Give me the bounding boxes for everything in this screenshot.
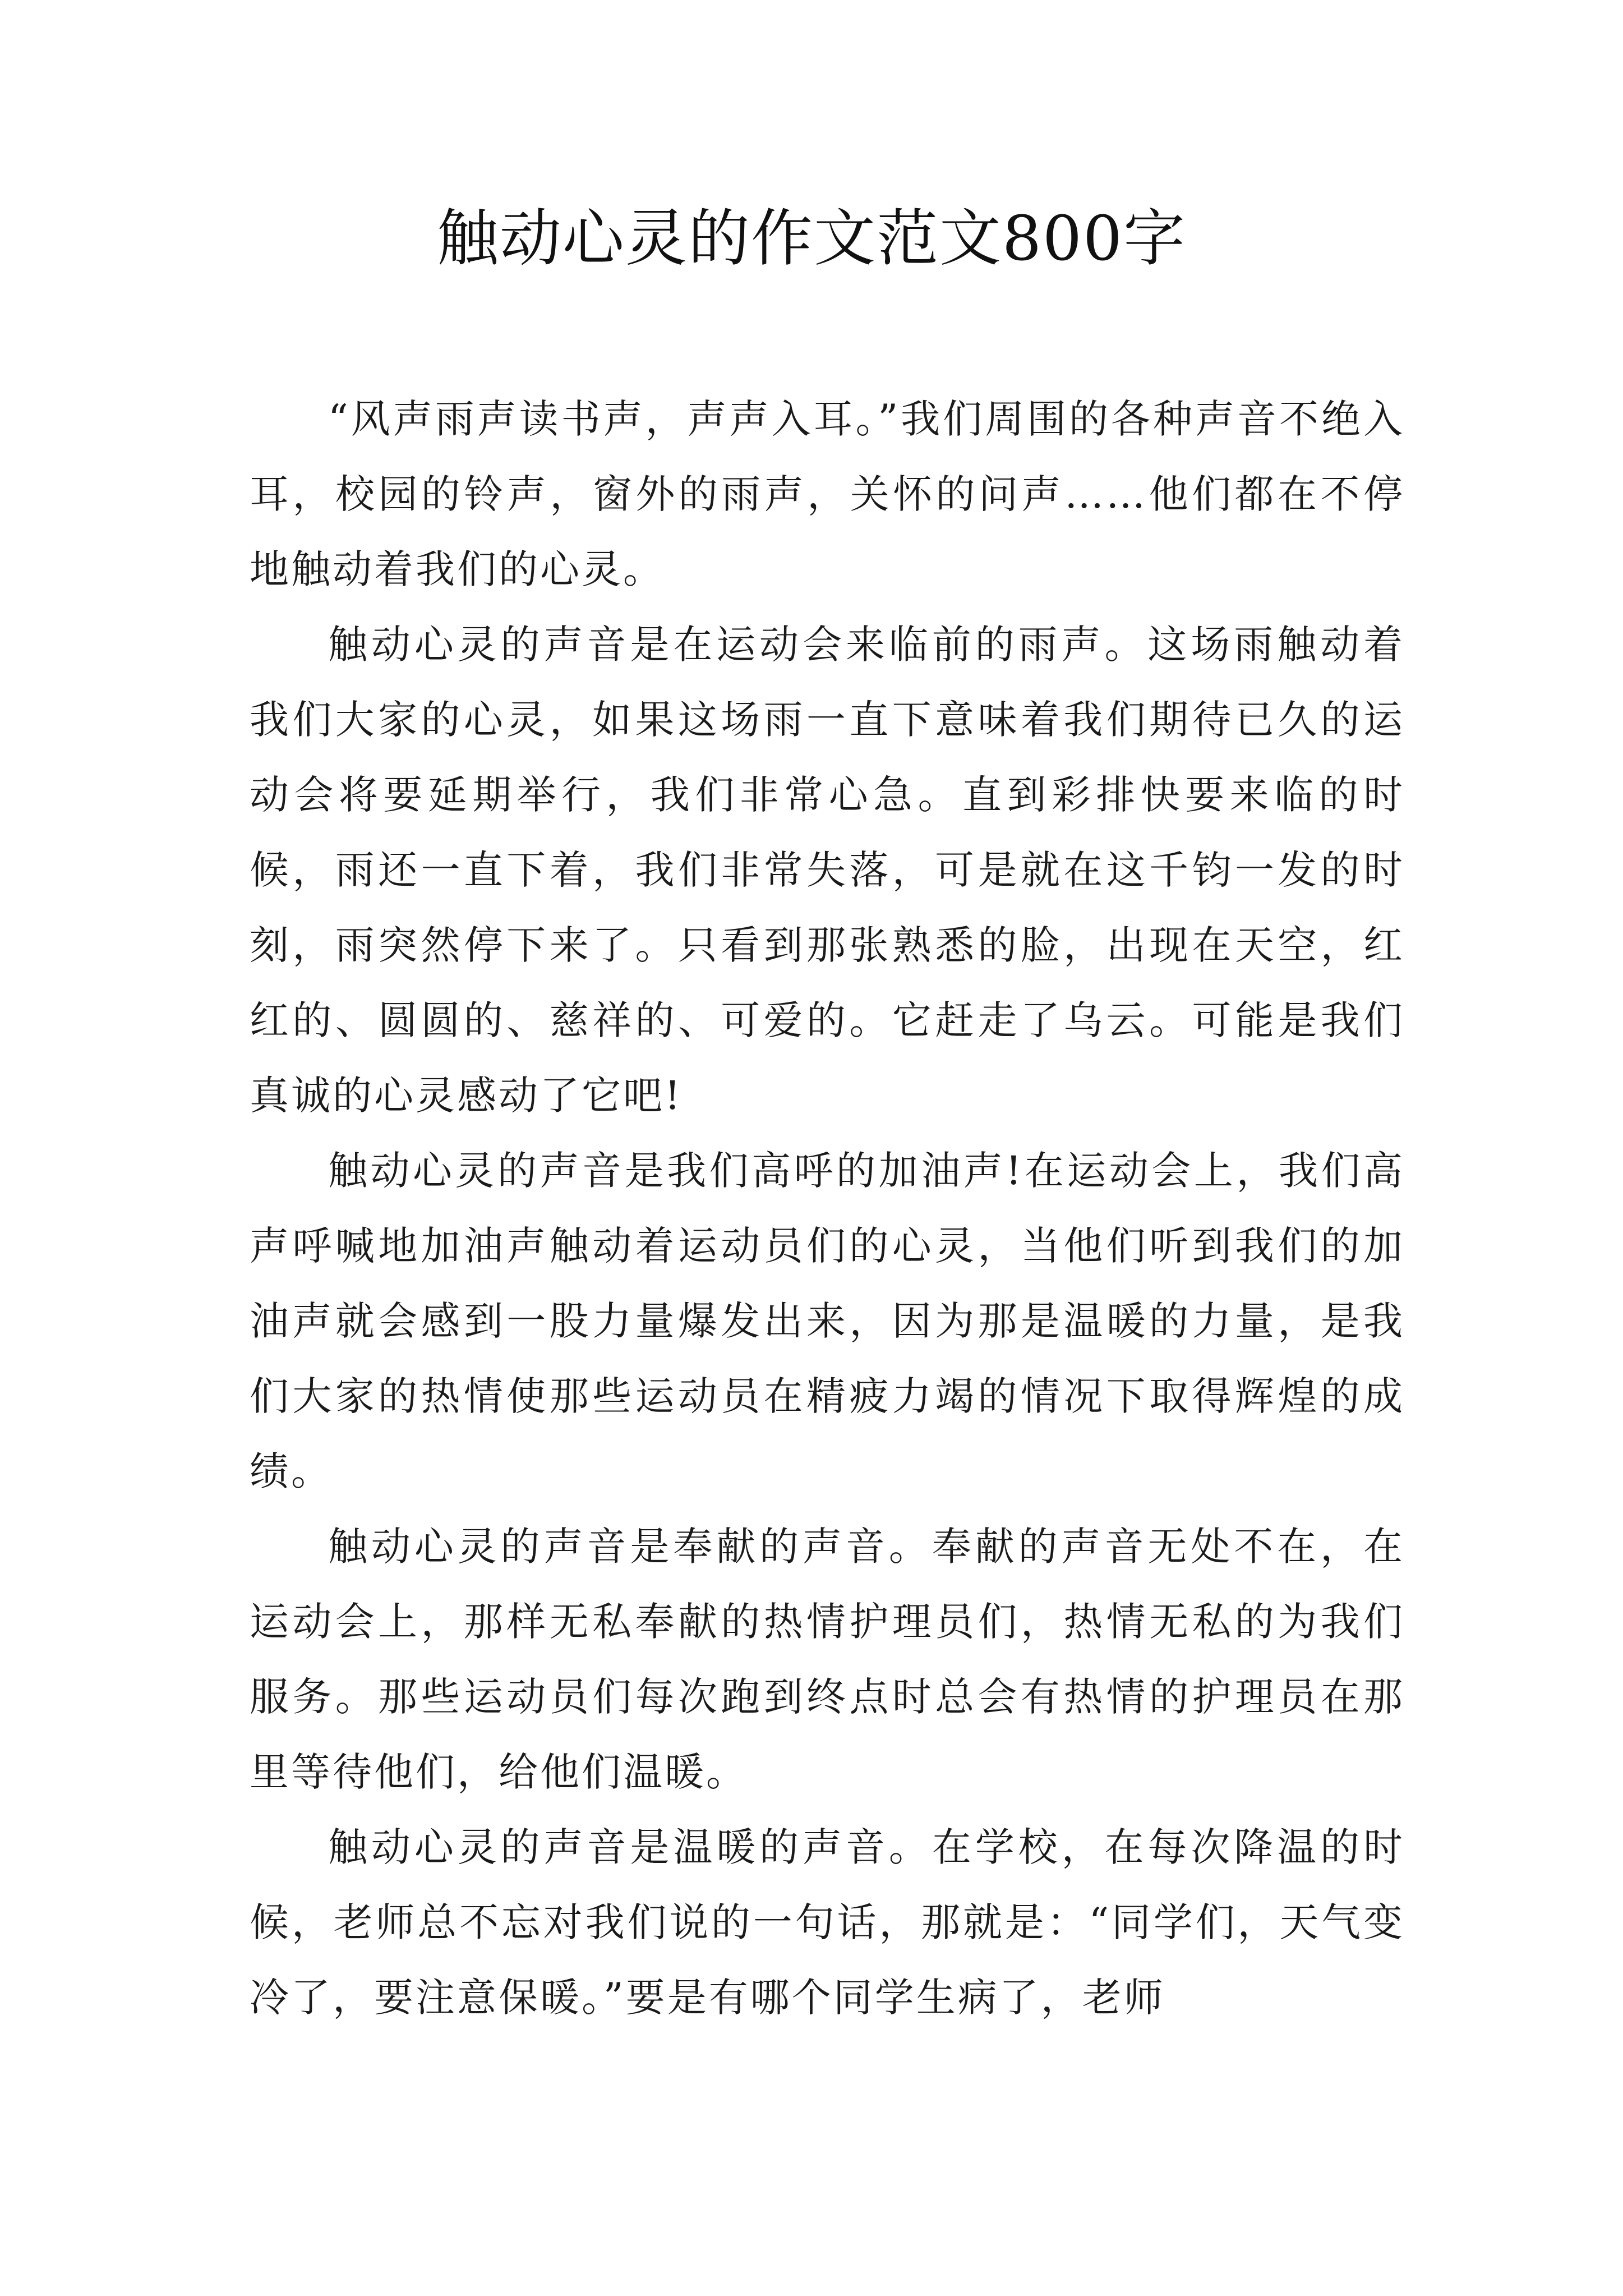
paragraph-2: 触动心灵的声音是在运动会来临前的雨声。这场雨触动着我们大家的心灵，如果这场雨一直下意味着我们期待已久的运动会将要延期举行，我们非常心急。直到彩排快要来临的时候，雨还一直下着，我们非常失落，可是就在这千钧一发的时刻，雨突然停下来了。只看到那张熟悉的脸，出现在天空，红红的、圆圆的、慈祥的、可爱的。它赶走了乌云。可能是我们真诚的心灵感动了它吧! — [250, 622, 1405, 1119]
paragraph-1: “风声雨声读书声，声声入耳。”我们周围的各种声音不绝入耳，校园的铃声，窗外的雨声，关怀的问声……他们都在不停地触动着我们的心灵。 — [250, 396, 1405, 592]
paragraph-4: 触动心灵的声音是奉献的声音。奉献的声音无处不在，在运动会上，那样无私奉献的热情护理员们，热情无私的为我们服务。那些运动员们每次跑到终点时总会有热情的护理员在那里等待他们，给他们温暖。 — [250, 1524, 1405, 1795]
paragraph-5: 触动心灵的声音是温暖的声音。在学校，在每次降温的时候，老师总不忘对我们说的一句话，那就是：“同学们，天气变冷了，要注意保暖。”要是有哪个同学生病了，老师 — [250, 1824, 1405, 2021]
document-body — [250, 381, 1405, 2035]
page-title: 触动心灵的作文范文800字 — [437, 203, 1186, 274]
paragraph-3: 触动心灵的声音是我们高呼的加油声!在运动会上，我们高声呼喊地加油声触动着运动员们的心灵，当他们听到我们的加油声就会感到一股力量爆发出来，因为那是温暖的力量，是我们大家的热情使那些运动员在精疲力竭的情况下取得辉煌的成绩。 — [250, 1148, 1405, 1494]
